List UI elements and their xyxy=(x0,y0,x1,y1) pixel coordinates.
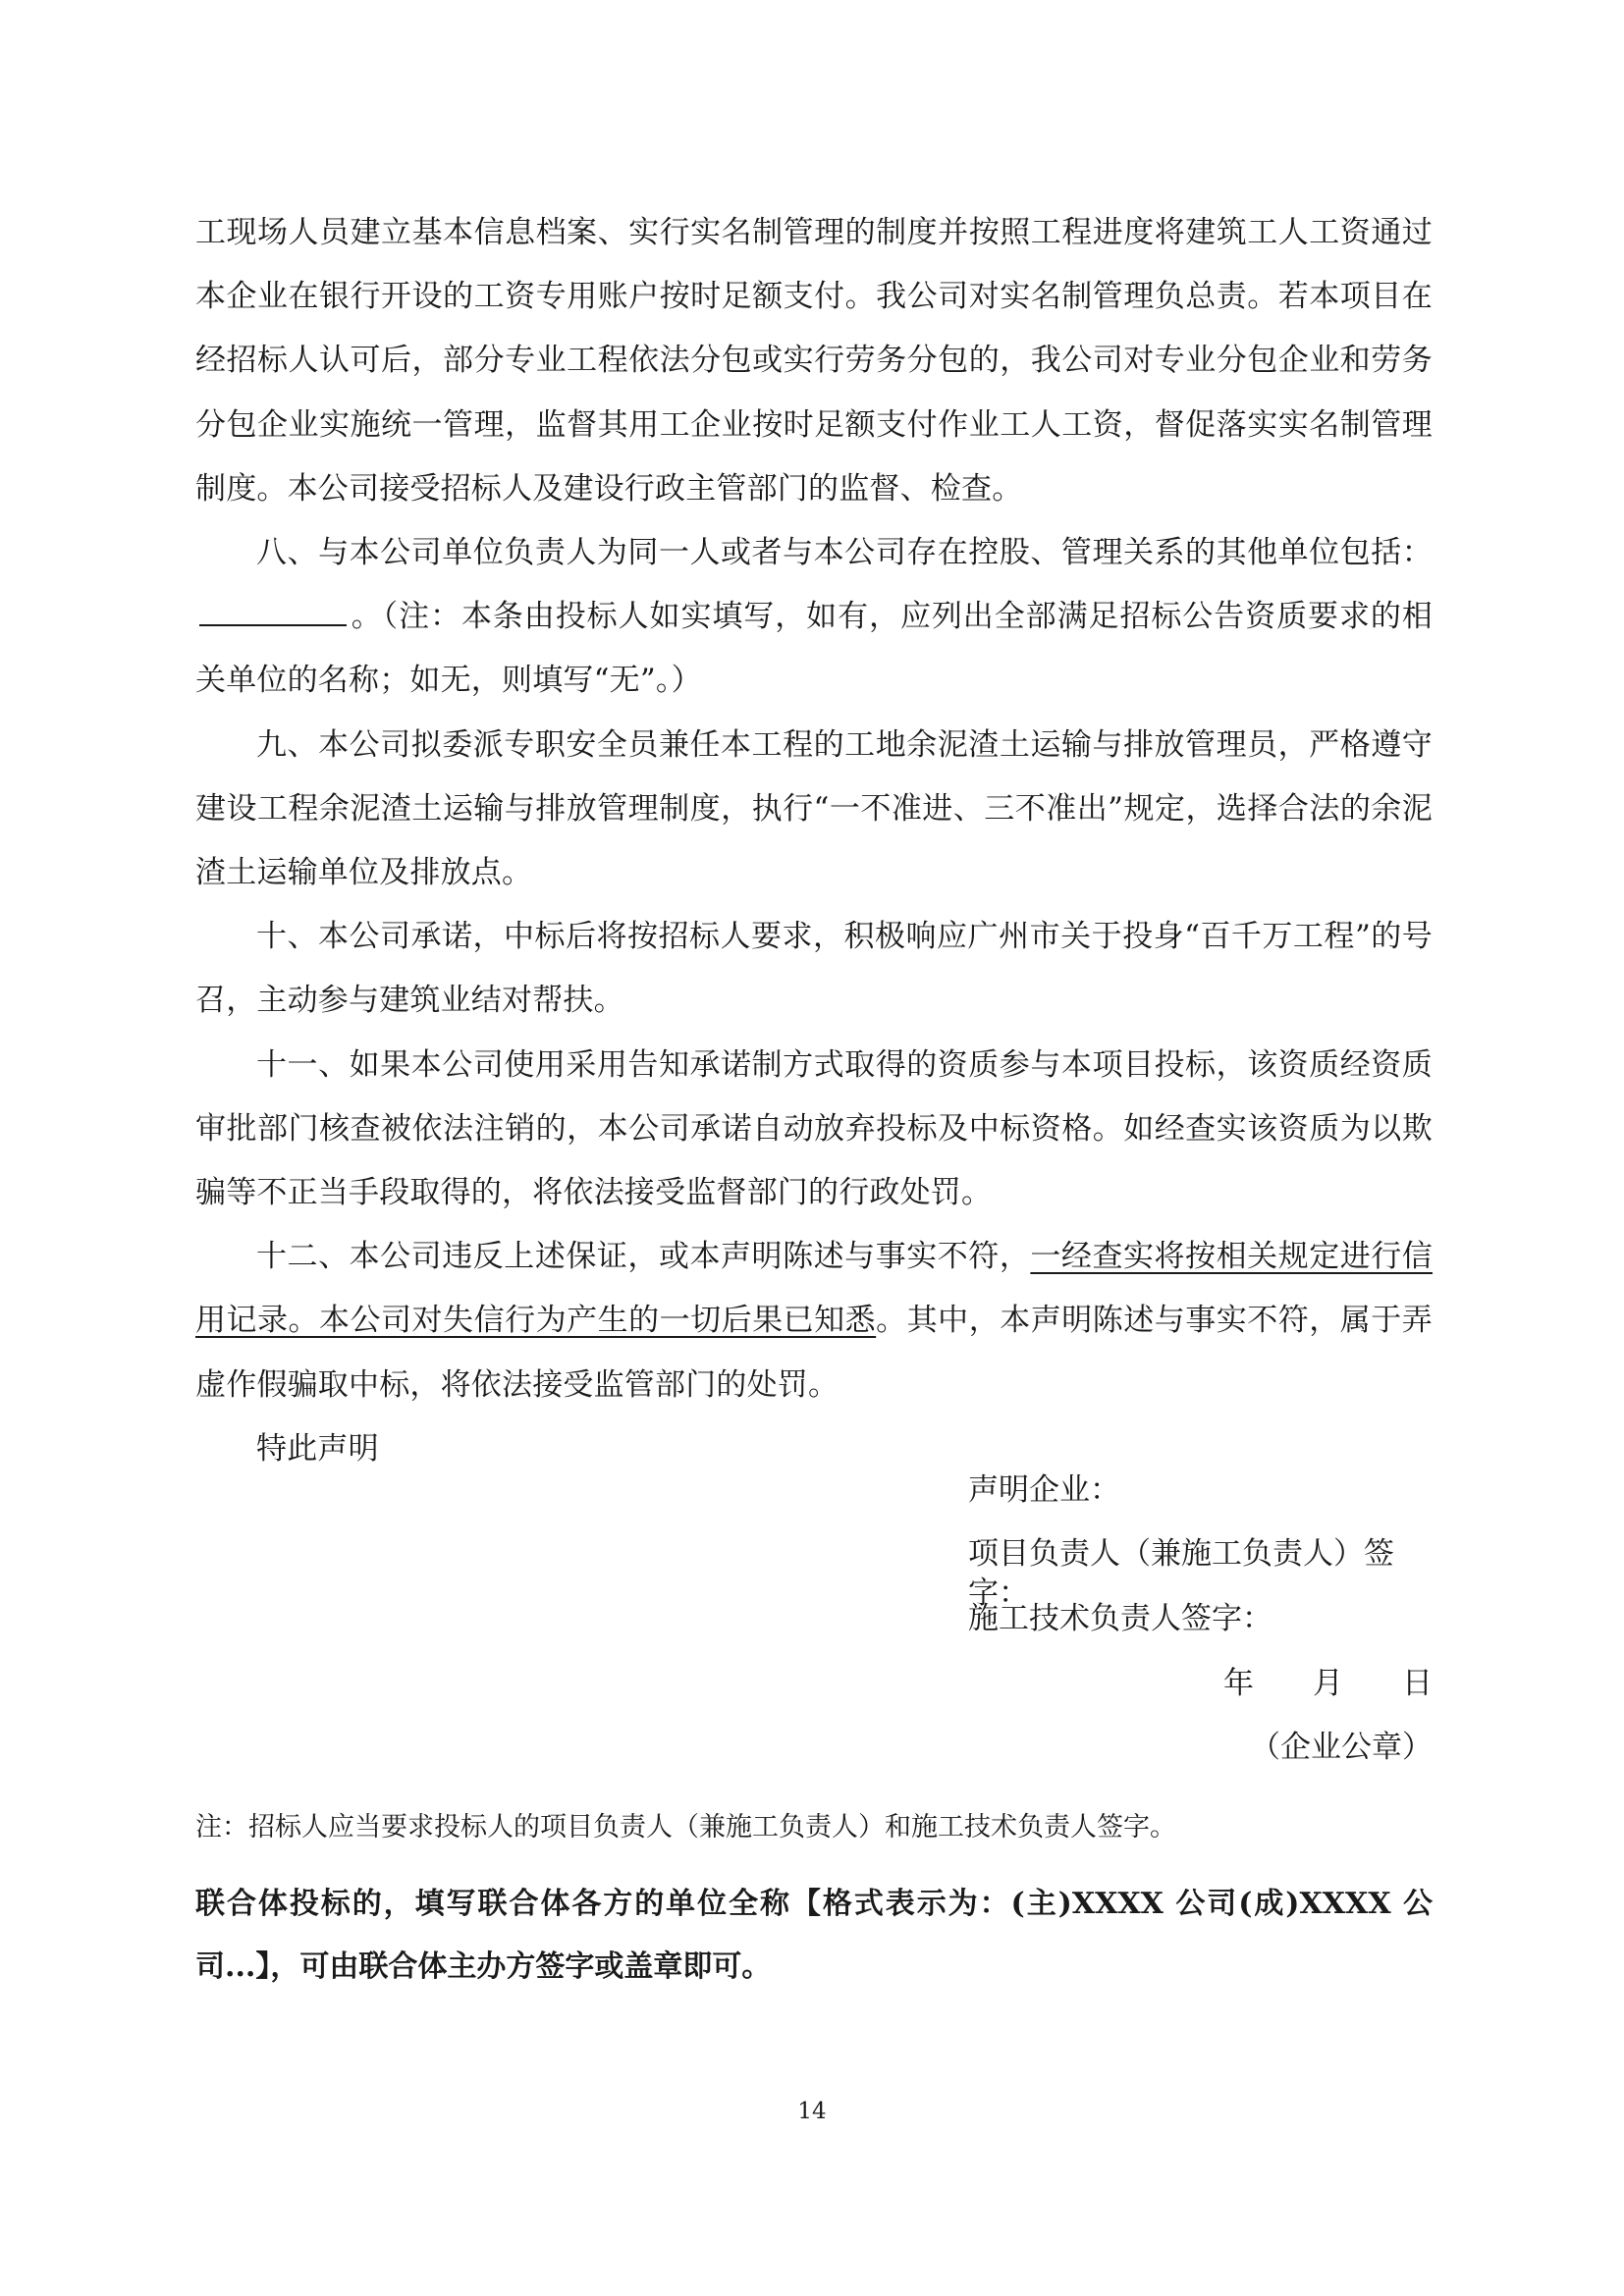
document-body xyxy=(195,201,1433,1984)
paragraph-11: 十一、如果本公司使用采用告知承诺制方式取得的资质参与本项目投标，该资质经资质审批部门核查被依法注销的，本公司承诺自动放弃投标及中标资格。如经查实该资质为以欺骗等不正当手段取得的，将依法接受监督部门的行政处罚。 xyxy=(195,1046,1433,1211)
date-line xyxy=(1223,1664,1433,1703)
project-leader-sign: 项目负责人（兼施工负责人）签字： xyxy=(968,1536,1394,1611)
date-day: 日 xyxy=(1402,1666,1433,1701)
paragraph-8-text-a: 八、与本公司单位负责人为同一人或者与本公司存在控股、管理关系的其他单位包括： xyxy=(256,535,1433,571)
paragraph-12-text-b: 。其中，本声明陈述与事实不符，属于弄虚作假骗取中标，将依法接受监管部门的处罚。 xyxy=(195,1303,1433,1403)
paragraph-8-text-b: 。（注：本条由投标人如实填写，如有，应列出全部满足招标公告资质要求的相关单位的名称；如无，则填写“无”。） xyxy=(195,599,1433,699)
paragraph-12-underlined: 一经查实将按相关规定进行信用记录。本公司对失信行为产生的一切后果已知悉 xyxy=(195,1239,1433,1339)
date-year: 年 xyxy=(1223,1666,1254,1701)
fill-in-blank[interactable] xyxy=(199,597,347,626)
paragraph-12 xyxy=(195,1225,1433,1417)
company-seal: （企业公章） xyxy=(1250,1730,1433,1765)
paragraph-9: 九、本公司拟委派专职安全员兼任本工程的工地余泥渣土运输与排放管理员，严格遵守建设工程余泥渣土运输与排放管理制度，执行“一不准进、三不准出”规定，选择合法的余泥渣土运输单位及排放点。 xyxy=(195,726,1433,891)
paragraph-7-continued: 工现场人员建立基本信息档案、实行实名制管理的制度并按照工程进度将建筑工人工资通过本企业在银行开设的工资专用账户按时足额支付。我公司对实名制管理负总责。若本项目在经招标人认可后，部分专业工程依法分包或实行劳务分包的，我公司对专业分包企业和劳务分包企业实施统一管理，监督其用工企业按时足额支付作业工人工资，督促落实实名制管理制度。本公司接受招标人及建设行政主管部门的监督、检查。 xyxy=(195,215,1433,507)
consortium-note: 联合体投标的，填写联合体各方的单位全称【格式表示为：(主)XXXX 公司(成)XXXX 公司...】，可由联合体主办方签字或盖章即可。 xyxy=(195,1887,1433,1984)
closing-statement: 特此声明 xyxy=(256,1430,379,1467)
footnote: 注：招标人应当要求投标人的项目负责人（兼施工负责人）和施工技术负责人签字。 xyxy=(195,1812,1176,1842)
date-month: 月 xyxy=(1313,1666,1343,1701)
tech-leader-sign: 施工技术负责人签字： xyxy=(968,1601,1272,1636)
paragraph-12-text-a: 十二、本公司违反上述保证，或本声明陈述与事实不符， xyxy=(256,1239,1031,1275)
paragraph-8 xyxy=(195,521,1433,714)
company-label: 声明企业： xyxy=(968,1472,1120,1508)
page-number: 14 xyxy=(797,2099,827,2124)
paragraph-10: 十、本公司承诺，中标后将按招标人要求，积极响应广州市关于投身“百千万工程”的号召，主动参与建筑业结对帮扶。 xyxy=(195,919,1433,1019)
